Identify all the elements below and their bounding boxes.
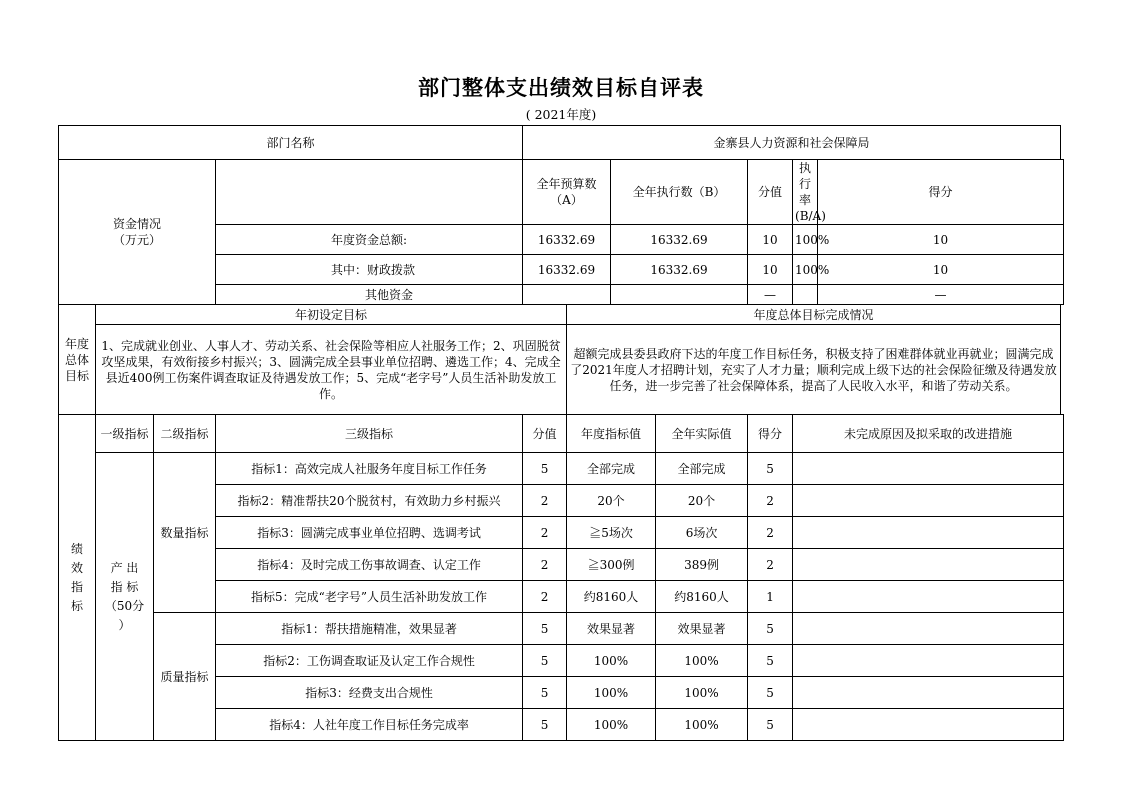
indicator-name: 指标2：精准帮扶20个脱贫村，有效助力乡村振兴	[216, 485, 523, 517]
indicator-name: 指标4：及时完成工伤事故调查、认定工作	[216, 549, 523, 581]
funds-row-budget	[523, 285, 611, 305]
indicator-actual: 389例	[656, 549, 748, 581]
perf-header-level1: 一级指标	[96, 415, 154, 453]
indicator-actual: 100%	[656, 677, 748, 709]
indicator-points: 5	[523, 677, 567, 709]
indicator-actual: 全部完成	[656, 453, 748, 485]
funds-row-exec	[611, 285, 748, 305]
indicator-target: ≧5场次	[567, 517, 656, 549]
indicator-points: 5	[523, 453, 567, 485]
indicator-reason	[793, 549, 1064, 581]
funds-row-budget: 16332.69	[523, 255, 611, 285]
indicator-points: 2	[523, 517, 567, 549]
completion-text: 超额完成县委县政府下达的年度工作目标任务，积极支持了困难群体就业再就业；圆满完成了2021年度人才招聘计划，充实了人才力量；顺利完成上级下达的社会保险征缴及待遇发放任务，进一步完善了社会保障体系，提高了人民收入水平，和谐了劳动关系。	[567, 325, 1061, 415]
self-evaluation-table	[58, 125, 1064, 741]
indicator-actual: 20个	[656, 485, 748, 517]
indicator-reason	[793, 709, 1064, 741]
perf-label: 绩 效 指 标	[59, 415, 96, 741]
annual-goals-label: 年度 总体 目标	[59, 305, 96, 415]
indicator-name: 指标3：圆满完成事业单位招聘、选调考试	[216, 517, 523, 549]
indicator-reason	[793, 517, 1064, 549]
indicator-points: 5	[523, 709, 567, 741]
dept-name-label: 部门名称	[59, 126, 523, 160]
indicator-actual: 100%	[656, 709, 748, 741]
funds-row-budget: 16332.69	[523, 225, 611, 255]
initial-goals-header: 年初设定目标	[96, 305, 567, 325]
indicator-actual: 效果显著	[656, 613, 748, 645]
indicator-target: 全部完成	[567, 453, 656, 485]
funds-header-budget: 全年预算数 （A）	[523, 160, 611, 225]
funds-row-points: 10	[748, 225, 793, 255]
funds-row-points: 10	[748, 255, 793, 285]
perf-header-target: 年度指标值	[567, 415, 656, 453]
funds-row-label: 年度资金总额:	[216, 225, 523, 255]
indicator-reason	[793, 581, 1064, 613]
funds-row-rate	[793, 285, 818, 305]
indicator-actual: 100%	[656, 645, 748, 677]
indicator-target: 100%	[567, 645, 656, 677]
funds-row-rate: 100%	[793, 255, 818, 285]
indicator-points: 5	[523, 613, 567, 645]
indicator-score: 1	[748, 581, 793, 613]
funds-row-label: 其他资金	[216, 285, 523, 305]
indicator-points: 2	[523, 581, 567, 613]
table-row	[59, 453, 1064, 485]
funds-row-label: 其中：财政拨款	[216, 255, 523, 285]
page-title: 部门整体支出绩效目标自评表	[418, 76, 704, 100]
perf-header-points: 分值	[523, 415, 567, 453]
indicator-name: 指标5：完成“老字号”人员生活补助发放工作	[216, 581, 523, 613]
indicator-target: 效果显著	[567, 613, 656, 645]
indicator-reason	[793, 485, 1064, 517]
funds-row-rate: 100%	[793, 225, 818, 255]
quality-indicators-label: 质量指标	[154, 613, 216, 741]
indicator-reason	[793, 613, 1064, 645]
indicator-score: 5	[748, 645, 793, 677]
indicator-reason	[793, 645, 1064, 677]
funds-label: 资金情况 （万元）	[59, 160, 216, 305]
table-row	[59, 613, 1064, 645]
funds-row-points: —	[748, 285, 793, 305]
indicator-score: 5	[748, 709, 793, 741]
funds-row-exec: 16332.69	[611, 255, 748, 285]
indicator-score: 5	[748, 453, 793, 485]
indicator-points: 5	[523, 645, 567, 677]
indicator-score: 5	[748, 613, 793, 645]
indicator-points: 2	[523, 549, 567, 581]
indicator-target: ≧300例	[567, 549, 656, 581]
funds-header-blank	[216, 160, 523, 225]
indicator-target: 约8160人	[567, 581, 656, 613]
funds-header-exec: 全年执行数（B）	[611, 160, 748, 225]
funds-row-score: 10	[818, 225, 1064, 255]
funds-row-score: —	[818, 285, 1064, 305]
indicator-reason	[793, 453, 1064, 485]
funds-header-score: 得分	[818, 160, 1064, 225]
indicator-actual: 6场次	[656, 517, 748, 549]
indicator-score: 2	[748, 485, 793, 517]
indicator-name: 指标2：工伤调查取证及认定工作合规性	[216, 645, 523, 677]
perf-header-level3: 三级指标	[216, 415, 523, 453]
funds-row-exec: 16332.69	[611, 225, 748, 255]
indicator-name: 指标1：帮扶措施精准，效果显著	[216, 613, 523, 645]
indicator-name: 指标3：经费支出合规性	[216, 677, 523, 709]
indicator-score: 2	[748, 549, 793, 581]
funds-header-points: 分值	[748, 160, 793, 225]
perf-header-score: 得分	[748, 415, 793, 453]
indicator-target: 100%	[567, 677, 656, 709]
indicator-score: 5	[748, 677, 793, 709]
indicator-target: 20个	[567, 485, 656, 517]
completion-header: 年度总体目标完成情况	[567, 305, 1061, 325]
indicator-score: 2	[748, 517, 793, 549]
indicator-points: 2	[523, 485, 567, 517]
indicator-name: 指标4：人社年度工作目标任务完成率	[216, 709, 523, 741]
perf-header-level2: 二级指标	[154, 415, 216, 453]
indicator-reason	[793, 677, 1064, 709]
funds-row-score: 10	[818, 255, 1064, 285]
indicator-target: 100%	[567, 709, 656, 741]
perf-header-actual: 全年实际值	[656, 415, 748, 453]
report-year: ( 2021年度)	[525, 107, 597, 122]
output-indicators-label: 产 出 指 标 （50分 ）	[96, 453, 154, 741]
quantity-indicators-label: 数量指标	[154, 453, 216, 613]
initial-goals-text: 1、完成就业创业、人事人才、劳动关系、社会保险等相应人社服务工作；2、巩固脱贫攻坚成果，有效衔接乡村振兴；3、圆满完成全县事业单位招聘、遴选工作；4、完成全县近400例工伤案件调查取证及待遇发放工作；5、完成“老字号”人员生活补助发放工作。	[96, 325, 567, 415]
perf-header-reason: 未完成原因及拟采取的改进措施	[793, 415, 1064, 453]
dept-name-value: 金寨县人力资源和社会保障局	[523, 126, 1061, 160]
indicator-actual: 约8160人	[656, 581, 748, 613]
funds-header-rate: 执行率 (B/A)	[793, 160, 818, 225]
indicator-name: 指标1：高效完成人社服务年度目标工作任务	[216, 453, 523, 485]
